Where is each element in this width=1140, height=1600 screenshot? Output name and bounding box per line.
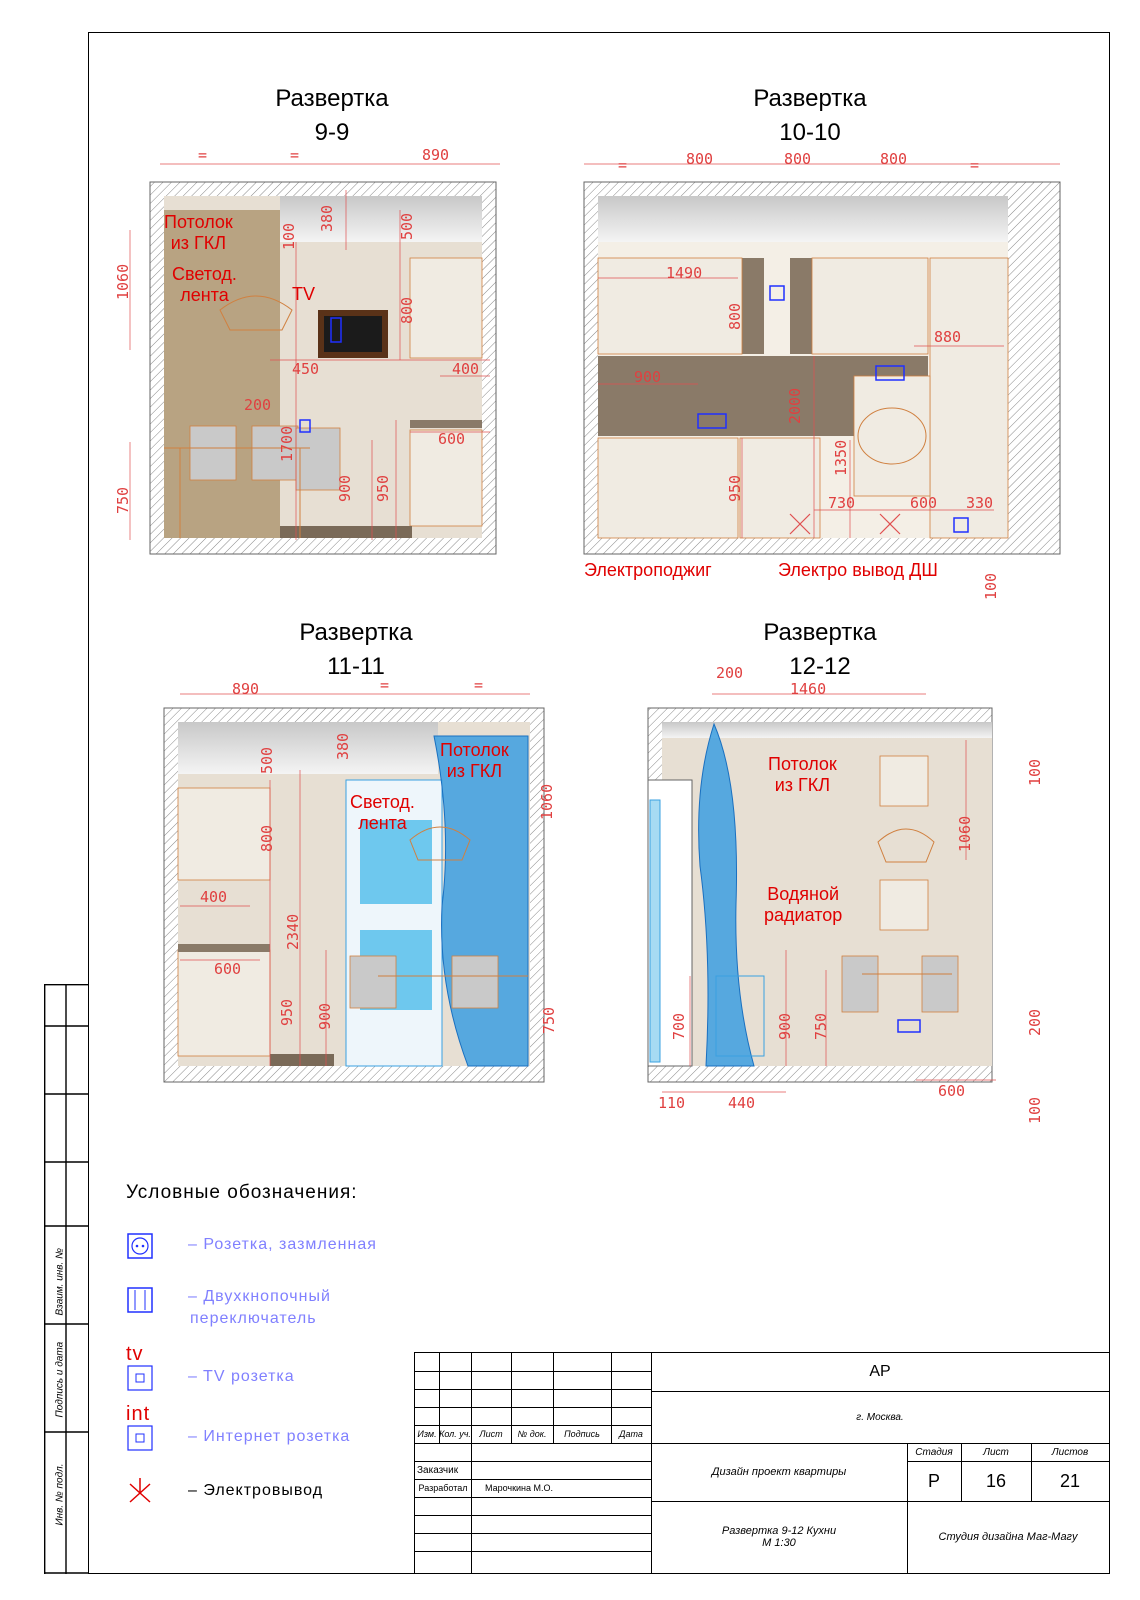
- internet-socket-icon: [126, 1424, 154, 1452]
- dim-11-11: =: [380, 676, 390, 694]
- dim-9-9: 1700: [278, 425, 296, 462]
- title-11-11: Развертка 11-11: [299, 619, 413, 680]
- tb-header: № док.: [517, 1429, 547, 1439]
- legend-text-outlet: – Электровывод: [188, 1482, 324, 1499]
- legend-item-switch: [126, 1286, 331, 1327]
- margin-label-signature: Подпись и дата: [54, 1341, 66, 1418]
- label-ceiling-9-9: Потолок из ГКЛ: [164, 212, 233, 253]
- dim-12-12: 440: [728, 1094, 756, 1112]
- legend-text-tv: – TV розетка: [188, 1368, 295, 1385]
- dim-9-9: 800: [398, 296, 416, 324]
- dim-11-11: 750: [540, 1006, 558, 1034]
- legend-text-socket: – Розетка, зазмленная: [188, 1236, 377, 1253]
- dim-10-10: 880: [934, 328, 962, 346]
- dim-12-12: 700: [670, 1012, 688, 1040]
- legend-item-tv: [126, 1343, 295, 1397]
- dim-9-9: 750: [114, 486, 132, 514]
- dim-12-12: 900: [776, 1012, 794, 1040]
- tb-developer: Марочкина М.О.: [484, 1483, 554, 1493]
- dim-10-10: =: [970, 156, 980, 174]
- dim-9-9: 950: [374, 474, 392, 502]
- dim-11-11: 890: [232, 680, 260, 698]
- dim-9-9: =: [290, 146, 300, 164]
- dim-10-10: 950: [726, 474, 744, 502]
- dim-11-11: 900: [316, 1002, 334, 1030]
- margin-label-exchange: Взаим. инв. №: [54, 1248, 66, 1316]
- dim-10-10: 800: [686, 150, 714, 168]
- legend-item-internet: [126, 1403, 351, 1457]
- tb-header: Подпись: [564, 1429, 600, 1439]
- dim-9-9: 450: [292, 360, 320, 378]
- dim-12-12: 200: [1026, 1008, 1044, 1036]
- label-dishwasher: Электро вывод ДШ: [778, 560, 938, 580]
- dim-11-11: 950: [278, 998, 296, 1026]
- legend-text-internet: – Интернет розетка: [188, 1428, 351, 1445]
- legend-item-socket: [126, 1232, 377, 1265]
- dim-10-10: 2000: [786, 387, 804, 424]
- tb-header: Лист: [479, 1429, 503, 1439]
- tb-sheets-h: Листов: [1051, 1446, 1089, 1458]
- margin-label-inventory: Инв. № подл.: [54, 1463, 66, 1526]
- label-radiator: Водяной радиатор: [764, 884, 843, 925]
- dim-10-10: 900: [634, 368, 662, 386]
- dim-9-9: 380: [318, 204, 336, 232]
- label-led-9-9: Светод. лента: [172, 264, 237, 305]
- tb-sheets: 21: [1059, 1470, 1081, 1491]
- dim-10-10: 800: [784, 150, 812, 168]
- dim-9-9: 100: [280, 222, 298, 250]
- dim-9-9: 200: [244, 396, 272, 414]
- label-led-11-11: Светод. лента: [350, 792, 415, 833]
- legend-text-switch: – Двухкнопочный переключатель: [188, 1288, 331, 1327]
- dim-12-12: 100: [1026, 758, 1044, 786]
- dim-10-10: =: [618, 156, 628, 174]
- legend-heading: Условные обозначения:: [126, 1182, 358, 1203]
- dim-9-9: 400: [452, 360, 480, 378]
- tb-sheet-h: Лист: [983, 1446, 1009, 1458]
- label-ceiling-11-11: Потолок из ГКЛ: [440, 740, 509, 781]
- dim-12-12: 750: [812, 1012, 830, 1040]
- dim-9-9: 500: [398, 212, 416, 240]
- dim-10-10: 800: [880, 150, 908, 168]
- dim-11-11: 600: [214, 960, 242, 978]
- dim-10-10: 330: [966, 494, 994, 512]
- dim-10-10: 1490: [666, 264, 703, 282]
- dim-11-11: 500: [258, 746, 276, 774]
- dim-12-12: 110: [658, 1094, 686, 1112]
- tb-studio: Студия дизайна Маг-Магу: [938, 1531, 1078, 1543]
- tb-header: Кол. уч.: [439, 1429, 471, 1439]
- dim-9-9: 890: [422, 146, 450, 164]
- label-tv-9-9: TV: [292, 284, 316, 304]
- dim-10-10: 600: [910, 494, 938, 512]
- dim-10-10: 100: [982, 572, 1000, 600]
- double-switch-icon: [126, 1286, 154, 1314]
- dim-9-9: =: [198, 146, 208, 164]
- dim-11-11: 400: [200, 888, 228, 906]
- dim-12-12: 200: [716, 664, 744, 682]
- dim-11-11: 1060: [538, 783, 556, 820]
- tb-developed: Разработал: [418, 1483, 468, 1493]
- tv-socket-icon: [126, 1364, 154, 1392]
- tb-header: Изм.: [417, 1429, 437, 1439]
- dim-12-12: 1060: [956, 815, 974, 852]
- dim-11-11: 2340: [284, 913, 302, 950]
- legend-tag-tv: tv: [126, 1343, 144, 1365]
- dim-10-10: 730: [828, 494, 856, 512]
- electric-outlet-icon: [126, 1478, 154, 1506]
- tb-sheet: 16: [985, 1470, 1007, 1491]
- elevation-10-10: [574, 150, 1074, 570]
- label-ignition: Электроподжиг: [584, 560, 712, 580]
- legend-tag-int: int: [126, 1403, 151, 1425]
- title-block: [414, 1352, 1110, 1574]
- dim-11-11: 380: [334, 732, 352, 760]
- dim-9-9: 600: [438, 430, 466, 448]
- label-ceiling-12-12: Потолок из ГКЛ: [768, 754, 837, 795]
- title-10-10: Развертка 10-10: [753, 85, 867, 146]
- dim-12-12: 100: [1026, 1096, 1044, 1124]
- dim-10-10: 800: [726, 302, 744, 330]
- dim-9-9: 1060: [114, 263, 132, 300]
- tb-project: Дизайн проект квартиры: [711, 1466, 847, 1478]
- titleblock-city: г. Москва.: [856, 1411, 904, 1423]
- titleblock-code: АР: [869, 1363, 891, 1380]
- title-12-12: Развертка 12-12: [763, 619, 877, 680]
- title-9-9: Развертка 9-9: [275, 85, 389, 146]
- tb-sheet-title: Развертка 9-12 Кухни М 1:30: [721, 1525, 837, 1549]
- dim-12-12: 600: [938, 1082, 966, 1100]
- tb-stage-h: Стадия: [915, 1446, 953, 1458]
- tb-header: Дата: [619, 1429, 643, 1439]
- socket-grounded-icon: [126, 1232, 154, 1260]
- elevation-12-12: [636, 680, 1056, 1100]
- dim-10-10: 1350: [832, 439, 850, 476]
- dim-11-11: =: [474, 676, 484, 694]
- legend-item-outlet: [126, 1478, 324, 1511]
- tb-stage: Р: [927, 1470, 940, 1491]
- dim-12-12: 1460: [790, 680, 827, 698]
- tb-customer: Заказчик: [417, 1464, 459, 1476]
- dim-11-11: 800: [258, 824, 276, 852]
- dim-9-9: 900: [336, 474, 354, 502]
- margin-strip: [44, 984, 90, 1576]
